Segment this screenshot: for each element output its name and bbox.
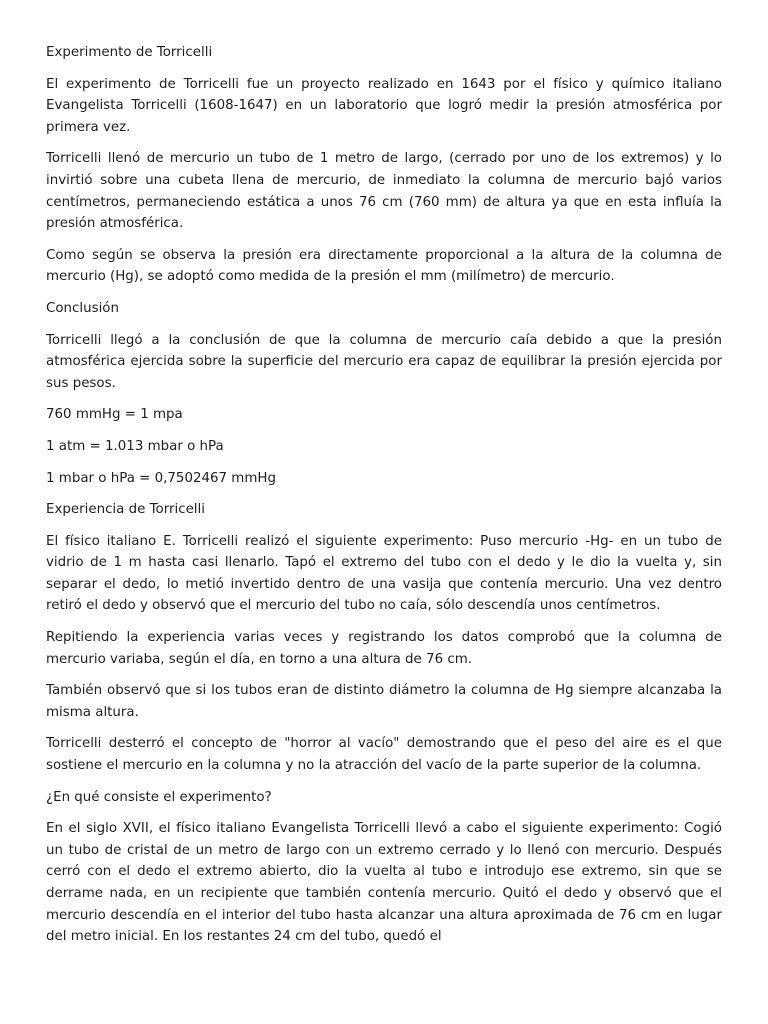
paragraph-unit: Como según se observa la presión era directamente proporcional a la altura de la columna de mercurio (Hg), se adoptó como medida de la presión el mm (milímetro) de mercurio. (46, 247, 722, 285)
bottom-fade (0, 984, 768, 1024)
equation-atm-mbar: 1 atm = 1.013 mbar o hPa (46, 438, 224, 454)
heading-en-que-consiste: ¿En qué consiste el experimento? (46, 789, 272, 805)
paragraph-conclusion: Torricelli llegó a la conclusión de que la columna de mercurio caía debido a que la presión atmosférica ejercida sobre la superficie del mercurio era capaz de equilibrar la presión ejercida por sus pesos. (46, 332, 722, 391)
heading-experimento: Experimento de Torricelli (46, 45, 213, 60)
paragraph-diametro: También observó que si los tubos eran de distinto diámetro la columna de Hg siempre alcanzaba la misma altura. (46, 683, 722, 720)
heading-conclusion: Conclusión (46, 300, 119, 316)
document-body (46, 42, 722, 958)
paragraph-experiencia: El físico italiano E. Torricelli realizó el siguiente experimento: Puso mercurio -Hg- en un tubo de vidrio de 1 m hasta casi llenarlo. Tapó el extremo del tubo con el dedo y le dio la vuelta y, sin separar el dedo, lo metió invertido dentro de una vasija que contenía mercurio. Una vez dentro retiró el dedo y observó que el mercurio del tubo no caía, sólo descendía unos centímetros. (46, 533, 722, 614)
heading-experiencia: Experiencia de Torricelli (46, 502, 205, 518)
paragraph-procedure: Torricelli llenó de mercurio un tubo de 1 metro de largo, (cerrado por uno de los extremos) y lo invirtió sobre una cubeta llena de mercurio, de inmediato la columna de mercurio bajó varios centímetros, permaneciendo estática a unos 76 cm (760 mm) de altura ya que en esta influía la presión atmosférica. (46, 151, 722, 232)
equation-mbar-mmhg: 1 mbar o hPa = 0,7502467 mmHg (46, 470, 276, 486)
paragraph-intro: El experimento de Torricelli fue un proyecto realizado en 1643 por el físico y químico italiano Evangelista Torricelli (1608-1647) en un laboratorio que logró medir la presión atmosférica por primera vez. (46, 76, 722, 135)
paragraph-repeticion: Repitiendo la experiencia varias veces y registrando los datos comprobó que la columna de mercurio variaba, según el día, en torno a una altura de 76 cm. (46, 630, 722, 667)
paragraph-horror-vacio: Torricelli desterró el concepto de "horror al vacío" demostrando que el peso del aire es el que sostiene el mercurio en la columna y no la atracción del vacío de la parte superior de la columna. (46, 736, 722, 774)
equation-mmhg-mpa: 760 mmHg = 1 mpa (46, 407, 183, 423)
paragraph-siglo-xvii: En el siglo XVII, el físico italiano Evangelista Torricelli llevó a cabo el siguiente experimento: Cogió un tubo de cristal de un metro de largo con un extremo cerrado y lo llenó con mercurio. Después cerró con el dedo el extremo abierto, dio la vuelta al tubo e introdujo ese extremo, sin que se derrame nada, en un recipiente que también contenía mercurio. Quitó el dedo y observó que el mercurio descendía en el interior del tubo hasta alcanzar una altura aproximada de 76 cm en lugar del metro inicial. En los restantes 24 cm del tubo, quedó el (46, 821, 722, 945)
